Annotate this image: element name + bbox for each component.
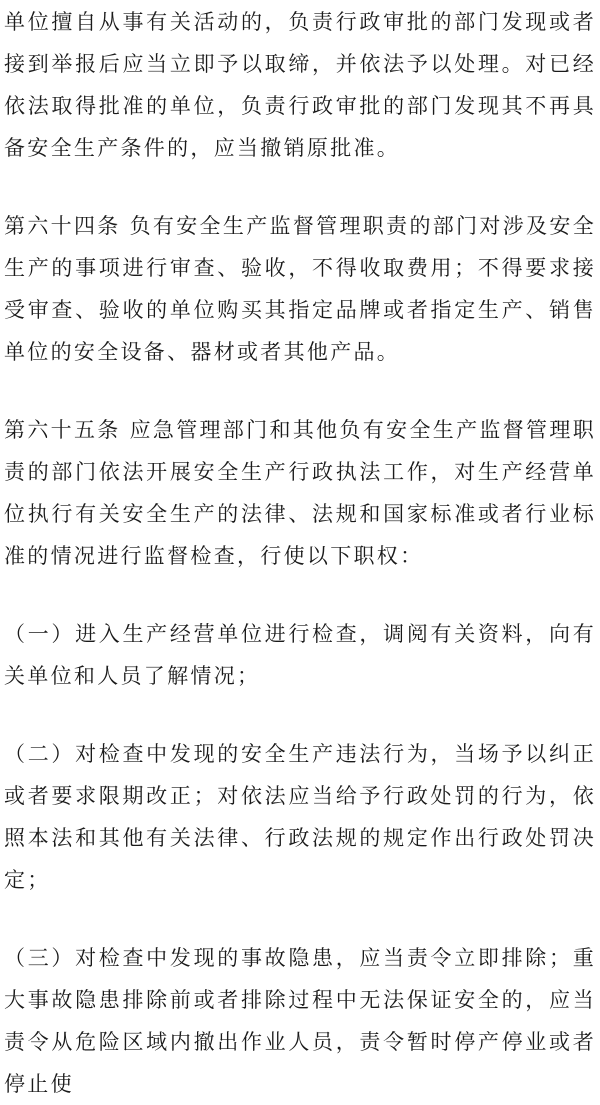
paragraph-continuation: 单位擅自从事有关活动的，负责行政审批的部门发现或者接到举报后应当立即予以取缔，并依法予以处理。对已经依法取得批准的单位，负责行政审批的部门发现其不再具备安全生产条件的，应当撤销原批准。	[4, 10, 596, 160]
paragraph-item-3: （三）对检查中发现的事故隐患，应当责令立即排除；重大事故隐患排除前或者排除过程中无法保证安全的，应当责令从危险区域内撤出作业人员，责令暂时停产停业或者停止使	[4, 946, 596, 1096]
paragraph-article-65: 第六十五条 应急管理部门和其他负有安全生产监督管理职责的部门依法开展安全生产行政执法工作，对生产经营单位执行有关安全生产的法律、法规和国家标准或者行业标准的情况进行监督检查，行使以下职权：	[4, 418, 596, 568]
paragraph-article-64: 第六十四条 负有安全生产监督管理职责的部门对涉及安全生产的事项进行审查、验收，不得收取费用；不得要求接受审查、验收的单位购买其指定品牌或者指定生产、销售单位的安全设备、器材或者其他产品。	[4, 214, 596, 364]
paragraph-item-2: （二）对检查中发现的安全生产违法行为，当场予以纠正或者要求限期改正；对依法应当给予行政处罚的行为，依照本法和其他有关法律、行政法规的规定作出行政处罚决定；	[4, 742, 596, 892]
paragraph-item-1: （一）进入生产经营单位进行检查，调阅有关资料，向有关单位和人员了解情况；	[4, 622, 596, 688]
